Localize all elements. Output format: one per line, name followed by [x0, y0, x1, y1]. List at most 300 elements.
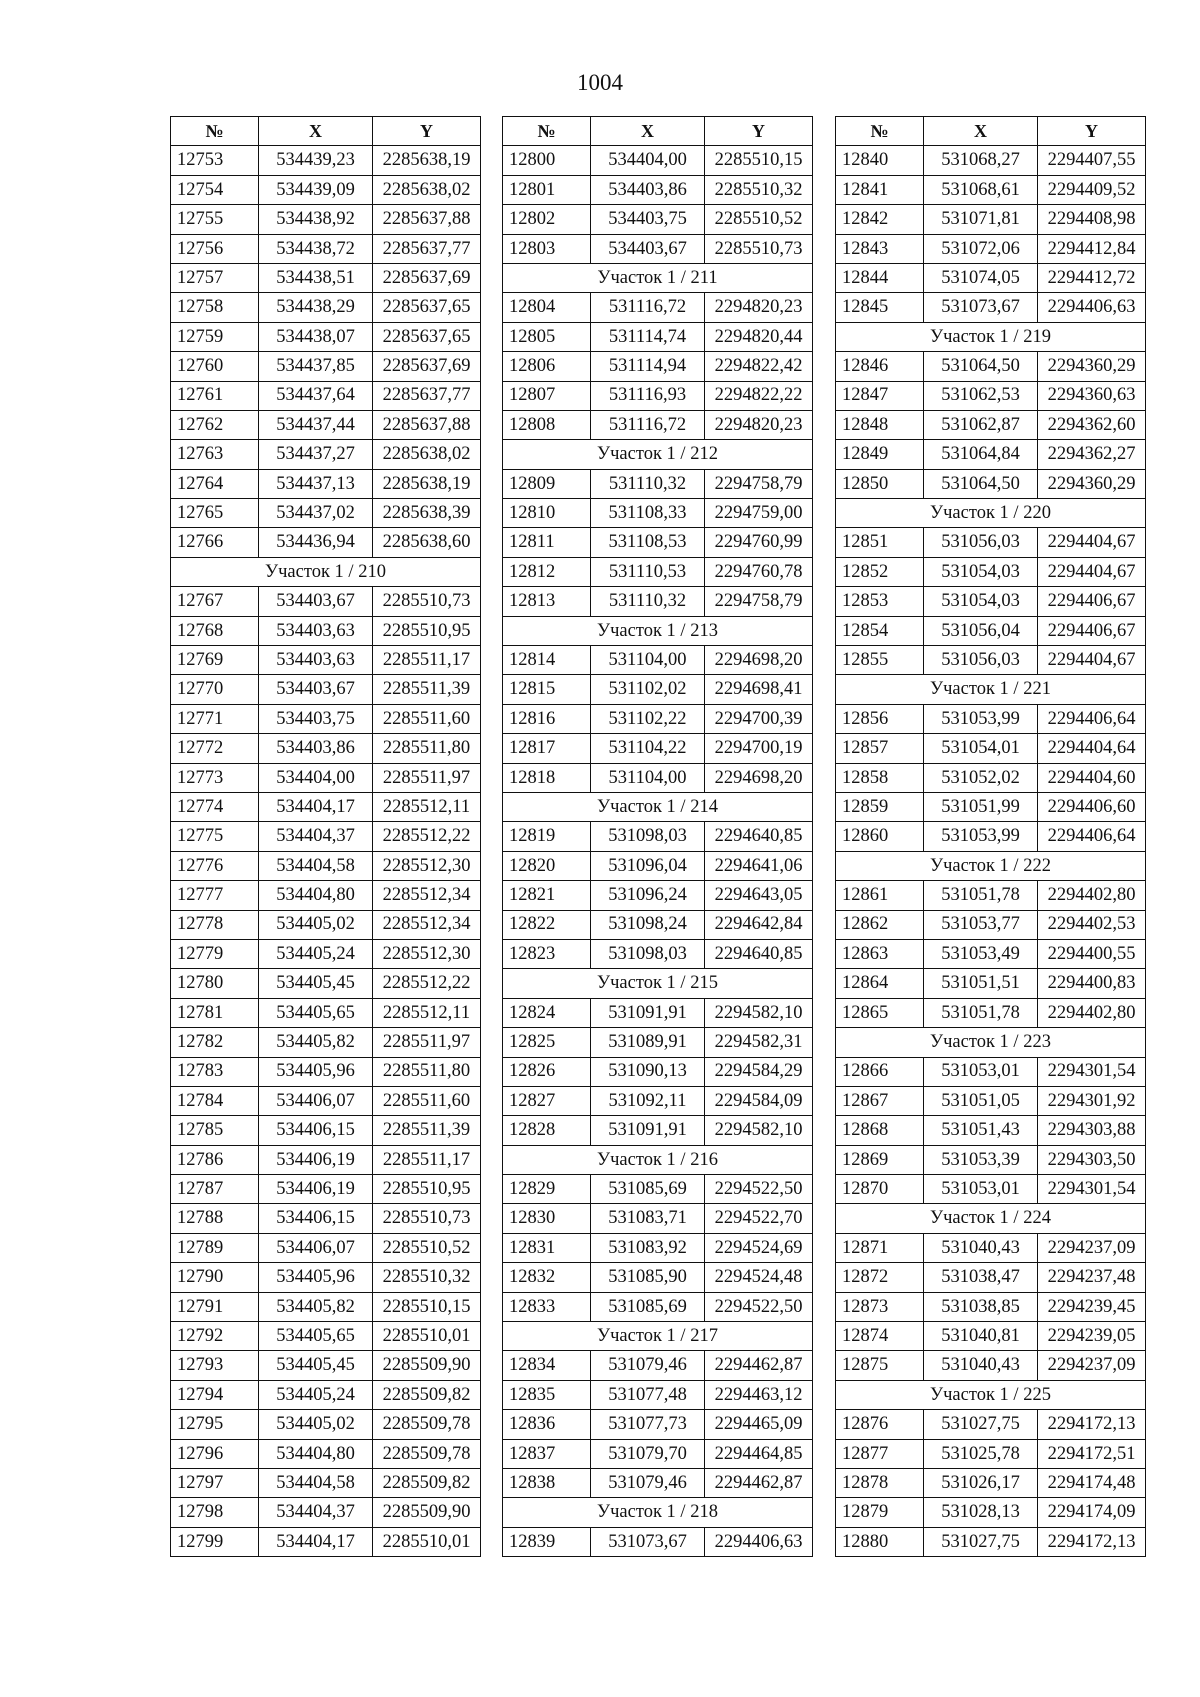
- x-coordinate-cell: 531064,84: [924, 440, 1038, 469]
- point-number-cell: 12850: [836, 469, 924, 498]
- x-coordinate-cell: 534403,86: [259, 734, 373, 763]
- table-row: [836, 234, 1146, 263]
- y-coordinate-cell: 2294408,98: [1038, 205, 1146, 234]
- x-coordinate-cell: 531051,99: [924, 792, 1038, 821]
- table-row: [171, 1057, 481, 1086]
- table-row: [171, 1145, 481, 1174]
- table-row: [503, 1086, 813, 1115]
- y-coordinate-cell: 2294172,51: [1038, 1439, 1146, 1468]
- point-number-cell: 12856: [836, 704, 924, 733]
- point-number-cell: 12849: [836, 440, 924, 469]
- table-row: [836, 1410, 1146, 1439]
- point-number-cell: 12792: [171, 1322, 259, 1351]
- point-number-cell: 12802: [503, 205, 591, 234]
- table-row: [836, 440, 1146, 469]
- point-number-cell: 12846: [836, 352, 924, 381]
- point-number-cell: 12860: [836, 822, 924, 851]
- header-y: Y: [1038, 117, 1146, 146]
- x-coordinate-cell: 531096,24: [591, 881, 705, 910]
- table-row: [171, 1527, 481, 1556]
- point-number-cell: 12770: [171, 675, 259, 704]
- page-number: 1004: [577, 70, 623, 95]
- x-coordinate-cell: 534405,65: [259, 998, 373, 1027]
- table-row: [836, 410, 1146, 439]
- x-coordinate-cell: 531079,46: [591, 1468, 705, 1497]
- point-number-cell: 12854: [836, 616, 924, 645]
- point-number-cell: 12755: [171, 205, 259, 234]
- point-number-cell: 12828: [503, 1116, 591, 1145]
- y-coordinate-cell: 2294406,67: [1038, 616, 1146, 645]
- point-number-cell: 12754: [171, 175, 259, 204]
- point-number-cell: 12880: [836, 1527, 924, 1556]
- section-title: Участок 1 / 220: [836, 499, 1146, 528]
- point-number-cell: 12797: [171, 1468, 259, 1497]
- x-coordinate-cell: 534437,27: [259, 440, 373, 469]
- x-coordinate-cell: 531074,05: [924, 263, 1038, 292]
- table-row: [836, 969, 1146, 998]
- y-coordinate-cell: 2285510,95: [373, 616, 481, 645]
- section-row: [836, 1204, 1146, 1233]
- table-row: [836, 646, 1146, 675]
- point-number-cell: 12809: [503, 469, 591, 498]
- x-coordinate-cell: 534405,02: [259, 910, 373, 939]
- point-number-cell: 12780: [171, 969, 259, 998]
- x-coordinate-cell: 531052,02: [924, 763, 1038, 792]
- table-row: [836, 939, 1146, 968]
- x-coordinate-cell: 531053,77: [924, 910, 1038, 939]
- x-coordinate-cell: 531092,11: [591, 1086, 705, 1115]
- table-row: [503, 1468, 813, 1497]
- x-coordinate-cell: 534405,82: [259, 1292, 373, 1321]
- point-number-cell: 12767: [171, 587, 259, 616]
- table-row: [171, 939, 481, 968]
- point-number-cell: 12865: [836, 998, 924, 1027]
- point-number-cell: 12778: [171, 910, 259, 939]
- table-row: [836, 1527, 1146, 1556]
- section-title: Участок 1 / 216: [503, 1145, 813, 1174]
- point-number-cell: 12795: [171, 1410, 259, 1439]
- y-coordinate-cell: 2294301,92: [1038, 1086, 1146, 1115]
- y-coordinate-cell: 2294522,50: [705, 1292, 813, 1321]
- x-coordinate-cell: 531038,85: [924, 1292, 1038, 1321]
- point-number-cell: 12796: [171, 1439, 259, 1468]
- x-coordinate-cell: 531053,49: [924, 939, 1038, 968]
- x-coordinate-cell: 531096,04: [591, 851, 705, 880]
- y-coordinate-cell: 2285512,34: [373, 881, 481, 910]
- section-row: [503, 792, 813, 821]
- table-row: [171, 469, 481, 498]
- table-row: [171, 528, 481, 557]
- point-number-cell: 12876: [836, 1410, 924, 1439]
- y-coordinate-cell: 2285510,73: [705, 234, 813, 263]
- y-coordinate-cell: 2285510,73: [373, 1204, 481, 1233]
- y-coordinate-cell: 2285511,60: [373, 704, 481, 733]
- section-title: Участок 1 / 215: [503, 969, 813, 998]
- point-number-cell: 12787: [171, 1175, 259, 1204]
- point-number-cell: 12771: [171, 704, 259, 733]
- x-coordinate-cell: 534404,58: [259, 1468, 373, 1497]
- table-row: [503, 322, 813, 351]
- point-number-cell: 12839: [503, 1527, 591, 1556]
- x-coordinate-cell: 531085,69: [591, 1292, 705, 1321]
- y-coordinate-cell: 2285511,80: [373, 734, 481, 763]
- x-coordinate-cell: 534406,07: [259, 1233, 373, 1262]
- point-number-cell: 12840: [836, 146, 924, 175]
- y-coordinate-cell: 2285512,11: [373, 792, 481, 821]
- table-row: [171, 499, 481, 528]
- y-coordinate-cell: 2294174,48: [1038, 1468, 1146, 1497]
- x-coordinate-cell: 531072,06: [924, 234, 1038, 263]
- x-coordinate-cell: 534405,24: [259, 1380, 373, 1409]
- y-coordinate-cell: 2285510,95: [373, 1175, 481, 1204]
- x-coordinate-cell: 534404,00: [259, 763, 373, 792]
- point-number-cell: 12782: [171, 1028, 259, 1057]
- table-row: [836, 763, 1146, 792]
- y-coordinate-cell: 2294172,13: [1038, 1527, 1146, 1556]
- table-row: [503, 1233, 813, 1262]
- table-row: [503, 381, 813, 410]
- y-coordinate-cell: 2294641,06: [705, 851, 813, 880]
- table-row: [503, 1028, 813, 1057]
- y-coordinate-cell: 2285510,73: [373, 587, 481, 616]
- point-number-cell: 12761: [171, 381, 259, 410]
- table-row: [171, 293, 481, 322]
- header-y: Y: [373, 117, 481, 146]
- table-row: [171, 263, 481, 292]
- x-coordinate-cell: 534405,96: [259, 1263, 373, 1292]
- x-coordinate-cell: 531038,47: [924, 1263, 1038, 1292]
- x-coordinate-cell: 534405,02: [259, 1410, 373, 1439]
- table-row: [171, 792, 481, 821]
- header-row: [836, 117, 1146, 146]
- point-number-cell: 12857: [836, 734, 924, 763]
- y-coordinate-cell: 2285637,77: [373, 234, 481, 263]
- point-number-cell: 12845: [836, 293, 924, 322]
- y-coordinate-cell: 2294582,31: [705, 1028, 813, 1057]
- point-number-cell: 12826: [503, 1057, 591, 1086]
- x-coordinate-cell: 531090,13: [591, 1057, 705, 1086]
- section-title: Участок 1 / 218: [503, 1498, 813, 1527]
- y-coordinate-cell: 2285512,11: [373, 998, 481, 1027]
- point-number-cell: 12869: [836, 1145, 924, 1174]
- table-row: [836, 205, 1146, 234]
- x-coordinate-cell: 534404,80: [259, 1439, 373, 1468]
- point-number-cell: 12776: [171, 851, 259, 880]
- table-row: [503, 734, 813, 763]
- x-coordinate-cell: 534437,44: [259, 410, 373, 439]
- table-row: [836, 175, 1146, 204]
- x-coordinate-cell: 531116,72: [591, 293, 705, 322]
- table-row: [171, 1086, 481, 1115]
- table-row: [836, 263, 1146, 292]
- point-number-cell: 12786: [171, 1145, 259, 1174]
- x-coordinate-cell: 534405,45: [259, 969, 373, 998]
- point-number-cell: 12804: [503, 293, 591, 322]
- table-row: [503, 587, 813, 616]
- table-row: [171, 734, 481, 763]
- point-number-cell: 12800: [503, 146, 591, 175]
- x-coordinate-cell: 531053,99: [924, 704, 1038, 733]
- x-coordinate-cell: 534437,85: [259, 352, 373, 381]
- x-coordinate-cell: 534438,29: [259, 293, 373, 322]
- x-coordinate-cell: 534437,13: [259, 469, 373, 498]
- point-number-cell: 12859: [836, 792, 924, 821]
- y-coordinate-cell: 2285511,97: [373, 1028, 481, 1057]
- table-row: [503, 1263, 813, 1292]
- x-coordinate-cell: 531077,48: [591, 1380, 705, 1409]
- section-row: [503, 1498, 813, 1527]
- y-coordinate-cell: 2285511,39: [373, 675, 481, 704]
- y-coordinate-cell: 2285511,17: [373, 1145, 481, 1174]
- y-coordinate-cell: 2294822,22: [705, 381, 813, 410]
- y-coordinate-cell: 2285509,90: [373, 1351, 481, 1380]
- point-number-cell: 12867: [836, 1086, 924, 1115]
- point-number-cell: 12824: [503, 998, 591, 1027]
- y-coordinate-cell: 2294524,69: [705, 1233, 813, 1262]
- table-row: [836, 881, 1146, 910]
- table-row: [171, 1116, 481, 1145]
- table-row: [171, 1263, 481, 1292]
- point-number-cell: 12837: [503, 1439, 591, 1468]
- point-number-cell: 12838: [503, 1468, 591, 1497]
- section-title: Участок 1 / 217: [503, 1322, 813, 1351]
- y-coordinate-cell: 2294642,84: [705, 910, 813, 939]
- x-coordinate-cell: 534405,65: [259, 1322, 373, 1351]
- table-row: [171, 822, 481, 851]
- point-number-cell: 12790: [171, 1263, 259, 1292]
- y-coordinate-cell: 2285637,65: [373, 322, 481, 351]
- point-number-cell: 12878: [836, 1468, 924, 1497]
- x-coordinate-cell: 534404,37: [259, 822, 373, 851]
- x-coordinate-cell: 534437,02: [259, 499, 373, 528]
- point-number-cell: 12799: [171, 1527, 259, 1556]
- table-row: [171, 322, 481, 351]
- x-coordinate-cell: 531053,39: [924, 1145, 1038, 1174]
- x-coordinate-cell: 534406,19: [259, 1145, 373, 1174]
- point-number-cell: 12823: [503, 939, 591, 968]
- x-coordinate-cell: 531079,70: [591, 1439, 705, 1468]
- table-row: [836, 734, 1146, 763]
- y-coordinate-cell: 2294303,50: [1038, 1145, 1146, 1174]
- x-coordinate-cell: 534439,09: [259, 175, 373, 204]
- y-coordinate-cell: 2294700,19: [705, 734, 813, 763]
- point-number-cell: 12772: [171, 734, 259, 763]
- point-number-cell: 12762: [171, 410, 259, 439]
- section-row: [836, 499, 1146, 528]
- y-coordinate-cell: 2294760,78: [705, 557, 813, 586]
- x-coordinate-cell: 531102,22: [591, 704, 705, 733]
- table-row: [171, 1498, 481, 1527]
- y-coordinate-cell: 2294698,20: [705, 646, 813, 675]
- table-row: [171, 998, 481, 1027]
- section-row: [503, 440, 813, 469]
- x-coordinate-cell: 531051,78: [924, 998, 1038, 1027]
- x-coordinate-cell: 531085,69: [591, 1175, 705, 1204]
- point-number-cell: 12841: [836, 175, 924, 204]
- table-row: [503, 528, 813, 557]
- x-coordinate-cell: 534438,92: [259, 205, 373, 234]
- table-row: [171, 1439, 481, 1468]
- y-coordinate-cell: 2294760,99: [705, 528, 813, 557]
- section-row: [836, 1380, 1146, 1409]
- y-coordinate-cell: 2294404,64: [1038, 734, 1146, 763]
- section-title: Участок 1 / 223: [836, 1028, 1146, 1057]
- table-row: [836, 381, 1146, 410]
- table-row: [171, 1410, 481, 1439]
- point-number-cell: 12785: [171, 1116, 259, 1145]
- table-row: [171, 205, 481, 234]
- y-coordinate-cell: 2285512,30: [373, 851, 481, 880]
- y-coordinate-cell: 2285512,22: [373, 822, 481, 851]
- y-coordinate-cell: 2294301,54: [1038, 1175, 1146, 1204]
- table-row: [503, 646, 813, 675]
- x-coordinate-cell: 531027,75: [924, 1410, 1038, 1439]
- y-coordinate-cell: 2294404,67: [1038, 557, 1146, 586]
- point-number-cell: 12801: [503, 175, 591, 204]
- section-title: Участок 1 / 212: [503, 440, 813, 469]
- table-row: [836, 587, 1146, 616]
- table-row: [171, 616, 481, 645]
- x-coordinate-cell: 534404,58: [259, 851, 373, 880]
- x-coordinate-cell: 534438,72: [259, 234, 373, 263]
- point-number-cell: 12811: [503, 528, 591, 557]
- y-coordinate-cell: 2285638,02: [373, 175, 481, 204]
- x-coordinate-cell: 531077,73: [591, 1410, 705, 1439]
- x-coordinate-cell: 531064,50: [924, 352, 1038, 381]
- table-row: [836, 910, 1146, 939]
- y-coordinate-cell: 2294360,29: [1038, 469, 1146, 498]
- point-number-cell: 12842: [836, 205, 924, 234]
- y-coordinate-cell: 2285510,32: [705, 175, 813, 204]
- x-coordinate-cell: 531040,43: [924, 1233, 1038, 1262]
- point-number-cell: 12788: [171, 1204, 259, 1233]
- y-coordinate-cell: 2285509,78: [373, 1410, 481, 1439]
- x-coordinate-cell: 531028,13: [924, 1498, 1038, 1527]
- table-row: [836, 1116, 1146, 1145]
- y-coordinate-cell: 2294400,83: [1038, 969, 1146, 998]
- table-row: [171, 146, 481, 175]
- x-coordinate-cell: 531079,46: [591, 1351, 705, 1380]
- y-coordinate-cell: 2294758,79: [705, 469, 813, 498]
- y-coordinate-cell: 2285509,78: [373, 1439, 481, 1468]
- y-coordinate-cell: 2285509,82: [373, 1380, 481, 1409]
- x-coordinate-cell: 534438,07: [259, 322, 373, 351]
- x-coordinate-cell: 531051,78: [924, 881, 1038, 910]
- y-coordinate-cell: 2294404,60: [1038, 763, 1146, 792]
- table-row: [171, 1468, 481, 1497]
- table-row: [503, 175, 813, 204]
- table-row: [171, 1028, 481, 1057]
- table-row: [836, 792, 1146, 821]
- y-coordinate-cell: 2294407,55: [1038, 146, 1146, 175]
- point-number-cell: 12810: [503, 499, 591, 528]
- x-coordinate-cell: 534403,67: [259, 675, 373, 704]
- table-row: [503, 1410, 813, 1439]
- y-coordinate-cell: 2294409,52: [1038, 175, 1146, 204]
- y-coordinate-cell: 2294239,05: [1038, 1322, 1146, 1351]
- x-coordinate-cell: 534437,64: [259, 381, 373, 410]
- x-coordinate-cell: 531062,53: [924, 381, 1038, 410]
- x-coordinate-cell: 534403,67: [591, 234, 705, 263]
- point-number-cell: 12861: [836, 881, 924, 910]
- y-coordinate-cell: 2285511,80: [373, 1057, 481, 1086]
- point-number-cell: 12783: [171, 1057, 259, 1086]
- table-row: [171, 440, 481, 469]
- table-row: [171, 704, 481, 733]
- y-coordinate-cell: 2285512,34: [373, 910, 481, 939]
- table-row: [503, 998, 813, 1027]
- y-coordinate-cell: 2294406,60: [1038, 792, 1146, 821]
- section-title: Участок 1 / 222: [836, 851, 1146, 880]
- y-coordinate-cell: 2285637,69: [373, 263, 481, 292]
- y-coordinate-cell: 2285637,69: [373, 352, 481, 381]
- y-coordinate-cell: 2285638,60: [373, 528, 481, 557]
- y-coordinate-cell: 2294360,63: [1038, 381, 1146, 410]
- x-coordinate-cell: 531068,27: [924, 146, 1038, 175]
- x-coordinate-cell: 531068,61: [924, 175, 1038, 204]
- point-number-cell: 12807: [503, 381, 591, 410]
- y-coordinate-cell: 2285638,39: [373, 499, 481, 528]
- section-row: [836, 1028, 1146, 1057]
- section-title: Участок 1 / 219: [836, 322, 1146, 351]
- table-row: [171, 969, 481, 998]
- table-row: [503, 146, 813, 175]
- table-row: [836, 1057, 1146, 1086]
- x-coordinate-cell: 531051,51: [924, 969, 1038, 998]
- y-coordinate-cell: 2294584,09: [705, 1086, 813, 1115]
- x-coordinate-cell: 531073,67: [924, 293, 1038, 322]
- y-coordinate-cell: 2285638,02: [373, 440, 481, 469]
- point-number-cell: 12830: [503, 1204, 591, 1233]
- section-title: Участок 1 / 210: [171, 557, 481, 586]
- table-row: [171, 175, 481, 204]
- point-number-cell: 12851: [836, 528, 924, 557]
- table-row: [503, 1380, 813, 1409]
- y-coordinate-cell: 2285637,77: [373, 381, 481, 410]
- table-row: [171, 1322, 481, 1351]
- header-num: №: [836, 117, 924, 146]
- x-coordinate-cell: 531110,53: [591, 557, 705, 586]
- y-coordinate-cell: 2285510,52: [373, 1233, 481, 1262]
- section-title: Участок 1 / 214: [503, 792, 813, 821]
- point-number-cell: 12863: [836, 939, 924, 968]
- y-coordinate-cell: 2285638,19: [373, 146, 481, 175]
- point-number-cell: 12791: [171, 1292, 259, 1321]
- x-coordinate-cell: 531054,03: [924, 557, 1038, 586]
- x-coordinate-cell: 531098,03: [591, 822, 705, 851]
- point-number-cell: 12879: [836, 1498, 924, 1527]
- y-coordinate-cell: 2294406,64: [1038, 704, 1146, 733]
- point-number-cell: 12764: [171, 469, 259, 498]
- table-row: [836, 704, 1146, 733]
- table-row: [171, 410, 481, 439]
- section-row: [171, 557, 481, 586]
- table-row: [171, 851, 481, 880]
- x-coordinate-cell: 534436,94: [259, 528, 373, 557]
- x-coordinate-cell: 531104,22: [591, 734, 705, 763]
- point-number-cell: 12789: [171, 1233, 259, 1262]
- table-row: [171, 1233, 481, 1262]
- point-number-cell: 12871: [836, 1233, 924, 1262]
- y-coordinate-cell: 2285511,39: [373, 1116, 481, 1145]
- table-row: [503, 910, 813, 939]
- x-coordinate-cell: 531056,03: [924, 528, 1038, 557]
- x-coordinate-cell: 531085,90: [591, 1263, 705, 1292]
- table-row: [171, 910, 481, 939]
- point-number-cell: 12834: [503, 1351, 591, 1380]
- point-number-cell: 12848: [836, 410, 924, 439]
- y-coordinate-cell: 2294822,42: [705, 352, 813, 381]
